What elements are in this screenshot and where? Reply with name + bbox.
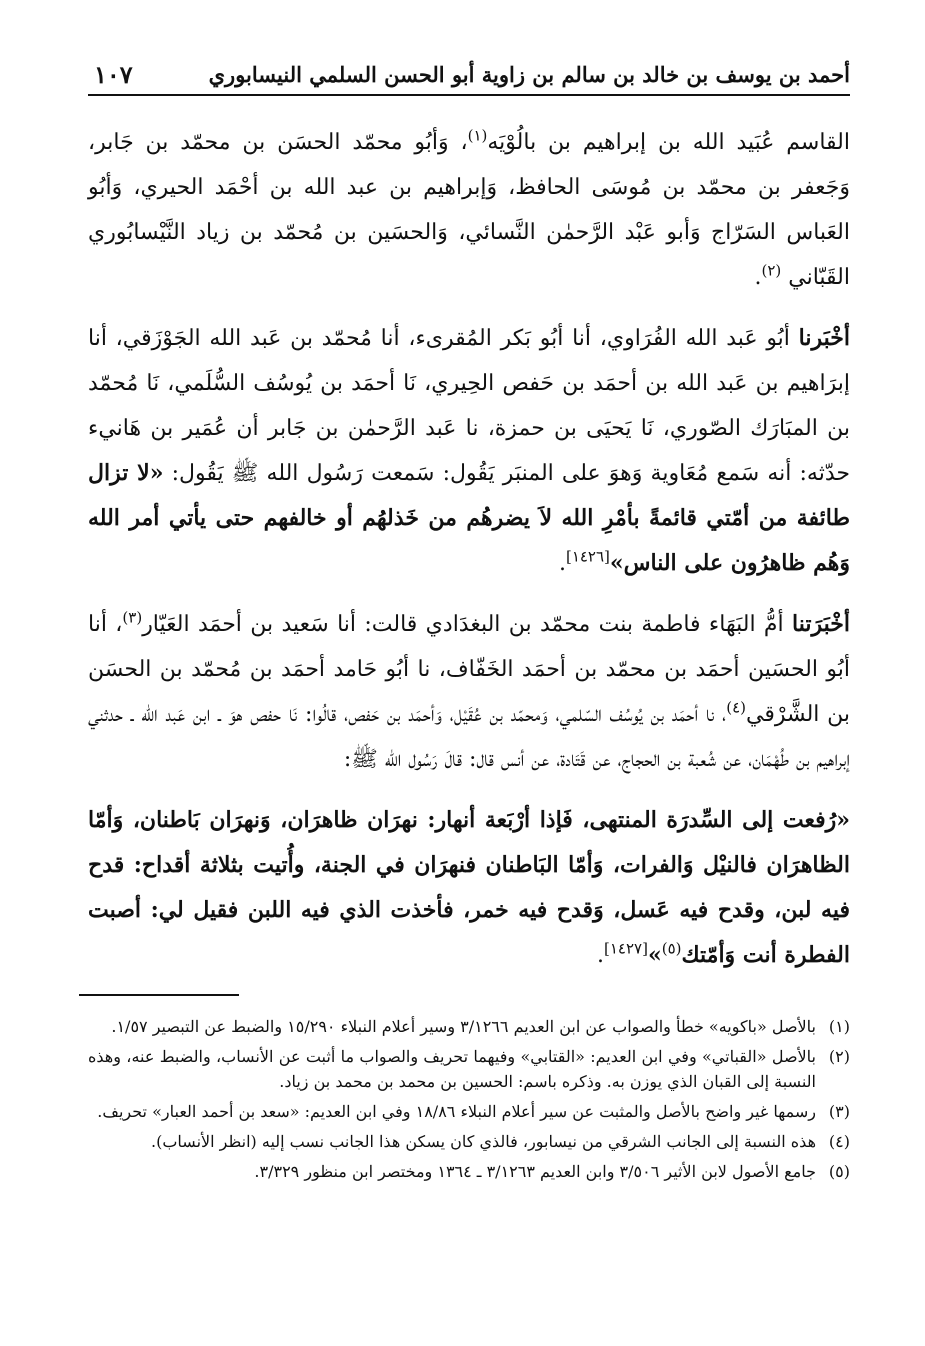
footnote-ref-5: (٥) xyxy=(661,939,682,958)
footnote-2 xyxy=(88,1044,850,1094)
footnote-text: جامع الأصول لابن الأثير ٣/٥٠٦ وابن العديم ٣/١٢٦٣ ـ ١٣٦٤ ومختصر ابن منظور ٣/٣٢٩. xyxy=(254,1162,816,1181)
footnote-ref-3: (٣) xyxy=(122,608,143,627)
footnote-text: رسمها غير واضح بالأصل والمثبت عن سير أعلام النبلاء ١٨/٨٦ وفي ابن العديم: «سعد بن أحمد العبار» تحريف. xyxy=(97,1102,816,1121)
footnote-number: (٢) xyxy=(828,1047,850,1066)
footnote-text: بالأصل «القباتي» وفي ابن العديم: «القتابي» وفيهما تحريف والصواب ما أثبت عن الأنساب، والضبط عنه، وهذه النسبة إلى القبان الذي يوزن به. وذكره باسم: الحسين بن محمد بن محمد بن زياد. xyxy=(88,1047,816,1091)
hadith-number-1427: [١٤٢٧] xyxy=(604,939,648,958)
footnote-5 xyxy=(88,1159,850,1184)
paragraph-1-end: . xyxy=(754,265,762,290)
hadith-1427: «رُفعت إلى السِّدرَة المنتهى، فَإذا أرْبَعة أنهار: نهرَان ظاهرَان، وَنهرَان بَاطنان، وَأمّا الظاهرَان فالنيْل وَالفرات، وَأمّا البَاطنان فنهرَان في الجنة، وأُتيت بثلاثة أقداح: قدح فيه لبن، وقدح فيه عَسل، وَقدح فيه خمر، فأخذت الذي فيه اللبن فقيل لي: أصبت الفطرة أنت وَأمّتك xyxy=(88,807,850,968)
paragraph-2 xyxy=(88,316,850,586)
main-text xyxy=(88,120,850,994)
paragraph-3-text-b: ، أنا أبُو الحسَين أحمَد بن محمّد بن أحمَد الخَفّاف، نا أبُو حَامد أحمَد بن مُحمّد بن الحسَن بن الشَّرْقي xyxy=(88,612,851,727)
paragraph-1-text-a: القاسم عُبَيد الله بن إبراهيم بن بالُوْيَه xyxy=(487,130,851,155)
footnote-number: (٥) xyxy=(828,1162,850,1181)
running-title: أحمد بن يوسف بن خالد بن سالم بن زاوية أبو الحسن السلمي النيسابوري xyxy=(208,62,850,87)
hadith-number-1426: [١٤٢٦] xyxy=(565,547,610,566)
page-number: ١٠٧ xyxy=(94,60,133,89)
hadith-1426: «لا تزال طائفة من أمّتي قائمةً بأمْرِ الله لاَ يضرهُم من خَذلهُم أو خالفهم حتى يأتي أمر الله وَهُم ظاهرُون على الناس» xyxy=(88,460,850,576)
footnote-4 xyxy=(88,1129,850,1154)
paragraph-3-text-c: ، نا أحمَد بن يُوسُف السّلمي، وَمحمّد بن عُقَيْل، وَأحمَد بن حَفص، قالُوا: نَا حفص هوَ ـ ابن عَبد الله ـ حدثني إبراهيم بن طُهْمَان، عن شُعبة بن الحجاج، عن قَتَادة، عن أنس قال: قالَ رَسُول الله ﷺ: xyxy=(88,702,850,772)
paragraph-3-lead: أخْبَرَتنا xyxy=(792,611,850,637)
paragraph-4-end: . xyxy=(597,943,604,968)
paragraph-3-text-a: أمُّ البَهَاء فاطمة بنت محمّد بن البغدَادي قالت: أنا سَعيد بن أحمَد العَيّار xyxy=(142,612,793,637)
page-header xyxy=(88,60,850,96)
footnote-ref-1: (١) xyxy=(467,126,488,145)
hadith-1427-close: » xyxy=(647,942,662,968)
footnote-number: (٣) xyxy=(828,1102,850,1121)
footnote-ref-4: (٤) xyxy=(726,698,746,717)
footnotes xyxy=(88,1014,850,1189)
paragraph-4 xyxy=(88,798,850,978)
paragraph-2-lead: أخْبَرنا xyxy=(798,325,850,351)
footnote-1 xyxy=(88,1014,850,1039)
paragraph-2-end: . xyxy=(558,551,566,576)
footnote-divider xyxy=(79,994,239,996)
paragraph-1-text-b: ، وَأبُو محمّد الحسَن بن محمّد بن جَابر، وَجَعفر بن محمّد بن مُوسَى الحافظ، وَإبراهيم بن عبد الله بن أحْمَد الحيري، وَأبُو العَباس السَرّاج وَأبو عَبْد الرَّحمٰن النَّسائي، وَالحسَين بن مُحمّد بن زياد النَّيْسابُوري القَبّاني xyxy=(88,130,850,290)
footnote-text: هذه النسبة إلى الجانب الشرقي من نيسابور، فالذي كان يسكن هذا الجانب نسب إليه (انظر الأنساب). xyxy=(151,1132,816,1151)
footnote-number: (٤) xyxy=(828,1132,850,1151)
footnote-text: بالأصل «باكويه» خطأ والصواب عن ابن العديم ٣/١٢٦٦ وسير أعلام النبلاء ١٥/٢٩٠ والضبط عن التبصير ١/٥٧. xyxy=(111,1017,816,1036)
paragraph-3 xyxy=(88,602,850,782)
footnote-number: (١) xyxy=(828,1017,850,1036)
paragraph-1 xyxy=(88,120,850,300)
footnote-3 xyxy=(88,1099,850,1124)
paragraph-2-text: أبُو عَبد الله الفُرَاوي، أنا أبُو بَكر المُقرىء، أنا مُحمّد بن عَبد الله الجَوْزَقي، أنا إبرَاهيم بن عَبد الله بن أحمَد بن حَفص الحِيري، نَا أحمَد بن يُوسُف السُّلَمي، نَا مُحمّد بن المبَارَك الصّوري، نَا يَحيَى بن حمزة، نا عَبد الرَّحمٰن بن جَابر أن عُمَير بن هَانيء حدّثه: أنه سَمع مُعَاوية وَهوَ على المنبَر يَقُول: سَمعت رَسُول الله ﷺ يَقُول: xyxy=(88,326,850,486)
footnote-ref-2: (٢) xyxy=(761,261,782,280)
